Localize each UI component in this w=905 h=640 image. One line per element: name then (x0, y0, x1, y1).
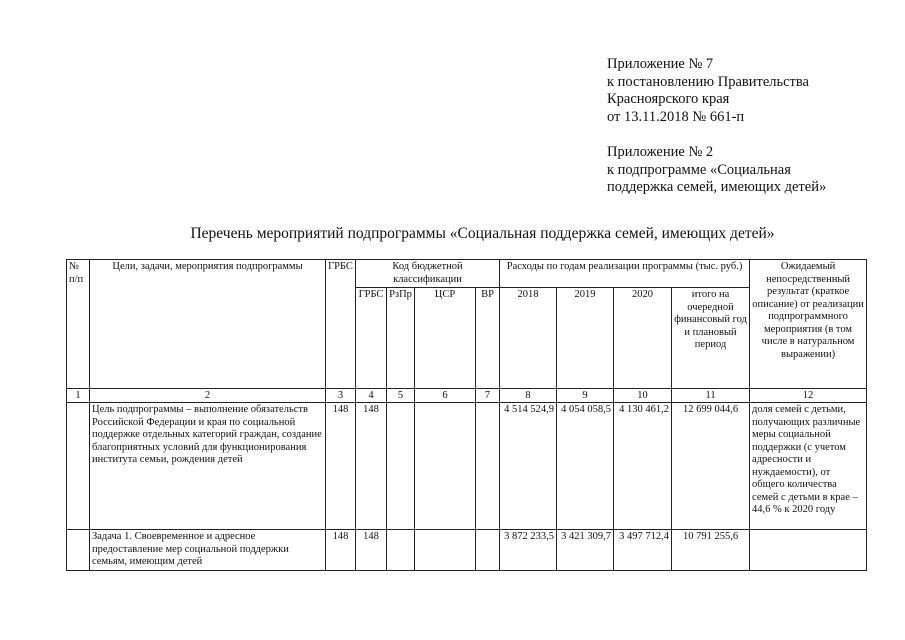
header-num: № п/п (67, 260, 90, 389)
column-index: 11 (672, 389, 750, 403)
column-index: 2 (90, 389, 326, 403)
header-sub-rzpr: РзПр (387, 288, 415, 389)
column-index: 5 (387, 389, 415, 403)
header-expenses: Расходы по годам реализации программы (тыс. руб.) (500, 260, 750, 288)
column-index: 6 (415, 389, 476, 403)
appendix2-line-2: к подпрограмме «Социальная (607, 161, 791, 178)
column-index-row (67, 389, 867, 403)
row-result: доля семей с детьми, получающих различные меры социальной поддержки (с учетом адресности и нуждаемости), от общего количества семей с детьми в крае – 44,6 % к 2020 году (750, 403, 867, 530)
column-index: 1 (67, 389, 90, 403)
row-grbs: 148 (326, 403, 356, 530)
row-total: 10 791 255,6 (672, 530, 750, 571)
row-csr (415, 403, 476, 530)
row-2019: 4 054 058,5 (557, 403, 614, 530)
header-sub-csr: ЦСР (415, 288, 476, 389)
header-sub-vr: ВР (476, 288, 500, 389)
header-total: итого на очередной финансовый год и плановый период (672, 288, 750, 389)
column-index: 3 (326, 389, 356, 403)
row-2019: 3 421 309,7 (557, 530, 614, 571)
row-goal-text: Задача 1. Своевременное и адресное предоставление мер социальной поддержки семьям, имеющим детей (90, 530, 326, 571)
row-2018: 3 872 233,5 (500, 530, 557, 571)
row-num (67, 403, 90, 530)
row-vr (476, 403, 500, 530)
row-2020: 4 130 461,2 (614, 403, 672, 530)
row-vr (476, 530, 500, 571)
table-row-task1 (67, 530, 867, 571)
header-sub-grbs: ГРБС (356, 288, 387, 389)
header-year-2019: 2019 (557, 288, 614, 389)
column-index: 8 (500, 389, 557, 403)
column-index: 12 (750, 389, 867, 403)
appendix7-line-4: от 13.11.2018 № 661-п (607, 108, 745, 125)
row-result (750, 530, 867, 571)
row-2018: 4 514 524,9 (500, 403, 557, 530)
header-grbs: ГРБС (326, 260, 356, 389)
row-goal-text: Цель подпрограммы – выполнение обязательств Российской Федерации и края по социальной поддержке отдельных категорий граждан, создание благоприятных условий для функционирования института семьи, рождения детей (90, 403, 326, 530)
header-result: Ожидаемый непосредственный результат (краткое описание) от реализации подпрограммного мероприятия (в том числе в натуральном выражении) (750, 260, 867, 389)
header-budget-code: Код бюджетной классификации (356, 260, 500, 288)
table-header-row-1 (67, 260, 867, 288)
column-index: 7 (476, 389, 500, 403)
document-title: Перечень мероприятий подпрограммы «Социальная поддержка семей, имеющих детей» (190, 225, 775, 242)
appendix2-line-3: поддержка семей, имеющих детей» (607, 179, 827, 195)
header-year-2018: 2018 (500, 288, 557, 389)
row-rzpr (387, 403, 415, 530)
column-index: 10 (614, 389, 672, 403)
appendix-header (607, 56, 897, 197)
row-code-grbs: 148 (356, 403, 387, 530)
header-year-2020: 2020 (614, 288, 672, 389)
table-row-goal (67, 403, 867, 530)
header-goals: Цели, задачи, мероприятия подпрограммы (90, 260, 326, 389)
row-csr (415, 530, 476, 571)
row-rzpr (387, 530, 415, 571)
row-code-grbs: 148 (356, 530, 387, 571)
appendix7-line-2: к постановлению Правительства (607, 73, 809, 90)
row-grbs: 148 (326, 530, 356, 571)
row-2020: 3 497 712,4 (614, 530, 672, 571)
row-num (67, 530, 90, 571)
column-index: 4 (356, 389, 387, 403)
appendix7-line-1: Приложение № 7 (607, 56, 714, 72)
row-total: 12 699 044,6 (672, 403, 750, 530)
column-index: 9 (557, 389, 614, 403)
appendix7-line-3: Красноярского края (607, 91, 730, 107)
appendix2-line-1: Приложение № 2 (607, 144, 714, 160)
activities-table (66, 259, 867, 571)
